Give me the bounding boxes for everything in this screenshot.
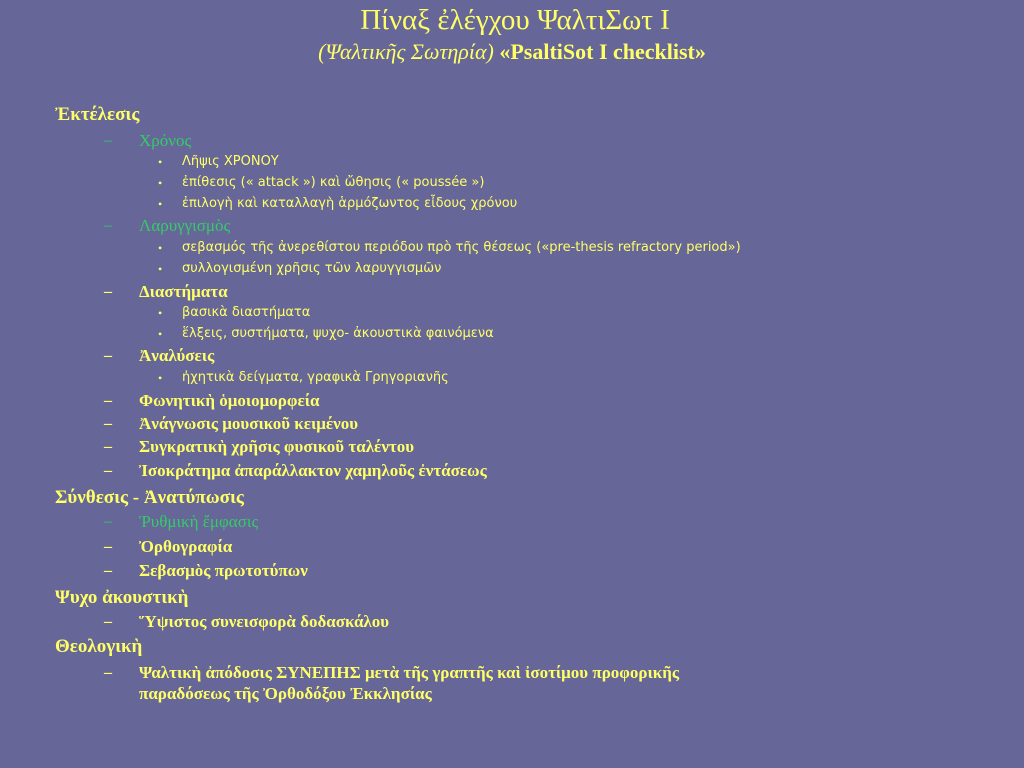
bullet-marker: • [158,327,163,341]
item-rhythmic-emphasis: Ῥυθμικὴ ἔμφασις [139,512,259,531]
dash-marker: – [104,613,112,630]
item-intervals: Διαστήματα [139,282,228,301]
bullet-marker: • [158,371,163,385]
dash-marker: – [104,513,112,530]
subitem-time-2: ἐπίθεσις (« attack ») καὶ ὤθησις (« poussée ») [182,175,485,190]
item-larygismos: Λαρυγγισμὸς [139,216,231,235]
bullet-marker: • [158,241,163,255]
dash-marker: – [104,217,112,234]
dash-marker: – [104,664,112,681]
bullet-marker: • [158,197,163,211]
dash-marker: – [104,538,112,555]
subitem-larygismos-2: συλλογισμένη χρῆσις τῶν λαρυγγισμῶν [182,261,442,276]
dash-marker: – [104,562,112,579]
item-consistent-rendering-line1: Ψαλτικὴ ἀπόδοσις ΣΥΝΕΠΗΣ μετὰ τῆς γραπτῆς καὶ ἰσοτίμου προφορικῆς [139,663,680,682]
subitem-time-1: Λῆψις ΧΡΟΝΟΥ [182,154,279,169]
bullet-marker: • [158,262,163,276]
section-heading-composition: Σύνθεσις - Ἀνατύπωσις [55,487,244,508]
item-natural-talent: Συγκρατικὴ χρῆσις φυσικοῦ ταλέντου [139,437,415,456]
bullet-marker: • [158,176,163,190]
dash-marker: – [104,283,112,300]
dash-marker: – [104,462,112,479]
item-reading-music: Ἀνάγνωσις μουσικοῦ κειμένου [139,414,359,433]
dash-marker: – [104,347,112,364]
dash-marker: – [104,438,112,455]
subitem-intervals-2: ἕλξεις, συστήματα, ψυχο- ἀκουστικὰ φαινόμενα [182,326,494,341]
item-vocal-uniformity: Φωνητικὴ ὁμοιομορφεία [139,391,320,410]
title-subtitle-greek: (Ψαλτικῆς Σωτηρία) [318,39,500,64]
item-respect-originals: Σεβασμὸς πρωτοτύπων [139,561,308,580]
item-orthography: Ὀρθογραφία [139,537,233,556]
item-analyses: Ἀναλύσεις [139,346,215,365]
bullet-marker: • [158,306,163,320]
subitem-larygismos-1: σεβασμός τῆς ἀνερεθίστου περιόδου πρὸ τῆς θέσεως («pre-thesis refractory period») [182,240,741,255]
item-consistent-rendering-line2: παραδόσεως τῆς Ὀρθοδόξου Ἐκκλησίας [139,684,432,703]
item-teacher-contribution: Ὕψιστος συνεισφορὰ δοδασκάλου [139,612,390,631]
section-heading-execution: Ἐκτέλεσις [55,104,140,125]
title-subtitle-latin: «PsaltiSot I checklist» [499,39,706,64]
subitem-analyses-1: ἠχητικὰ δείγματα, γραφικὰ Γρηγοριανῆς [182,370,449,385]
dash-marker: – [104,392,112,409]
subitem-intervals-1: βασικὰ διαστήματα [182,305,311,320]
title-line-1: Πίναξ ἐλέγχου ΨαλτιΣωτ Ι [360,4,670,36]
dash-marker: – [104,415,112,432]
dash-marker: – [104,132,112,149]
item-time: Χρόνος [139,131,192,150]
item-isokratema: Ἰσοκράτημα ἀπαράλλακτον χαμηλοῦς ἐντάσεως [139,461,487,480]
subitem-time-3: ἐπιλογὴ καὶ καταλλαγὴ ἁρμόζωντος εἶδους χρόνου [182,196,518,211]
section-heading-psychoacoustic: Ψυχο ἀκουστικὴ [55,587,189,608]
section-heading-theological: Θεολογικὴ [55,636,143,657]
bullet-marker: • [158,155,163,169]
